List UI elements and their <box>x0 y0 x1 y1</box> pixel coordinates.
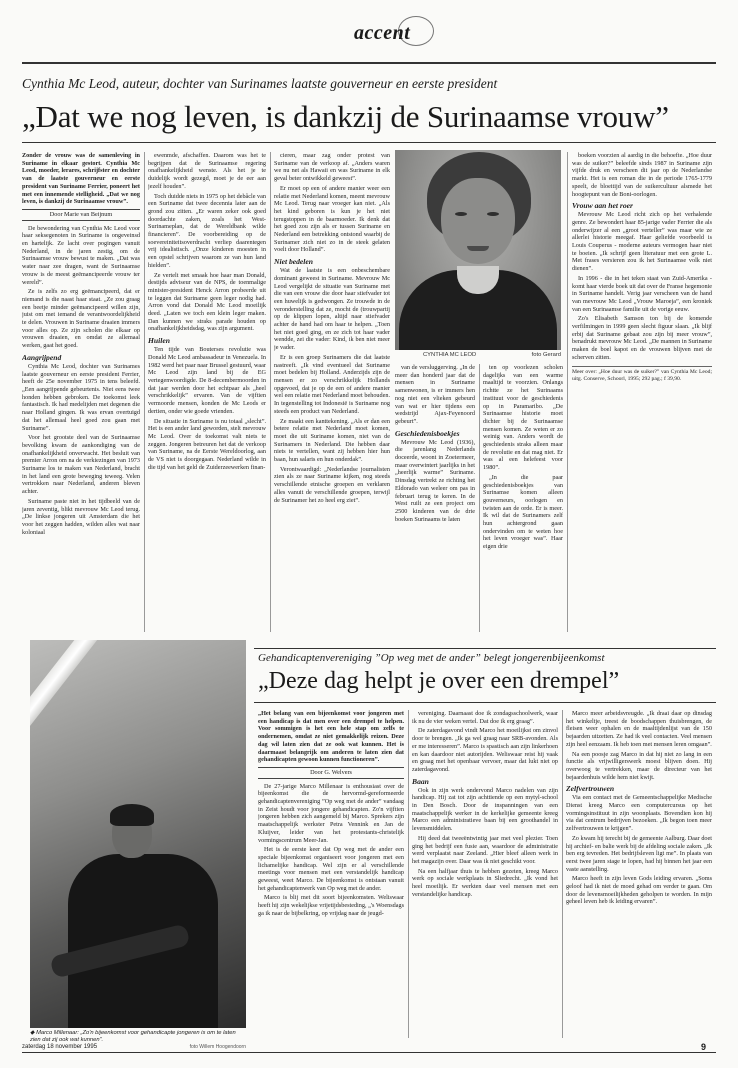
subheading-baan: Baan <box>412 776 429 786</box>
paragraph: De bewondering van Cynthia Mc Leod voor haar seksegenoten in Suriname is ongeveinsd en hartelijk. Ze lacht over pogingen vanuit Nederland, in de jaren zestig, om de Surinaamse vrouw bewust te maken. „Dat was water naar zee dragen, want de Surinaamse vrouw is de meest geëmancipeerde vrouw ter wereld”. <box>22 224 140 286</box>
article1-headline: „Dat we nog leven, is dankzij de Surinaamse vrouw” <box>22 99 669 134</box>
paragraph: boeken voorzien al aardig in die behoefte. „Hoe duur was de suiker?” beleefde sinds 1987 in Suriname zijn vijfde druk en verscheen dit jaar op de Nederlandse markt. Het is een roman die in de periode 1765-1779 speelt, de bloeitijd van de suikercultuur alsmede het hoogtepunt van de Boni-oorlogen. <box>572 152 712 198</box>
column-rule <box>562 710 563 1038</box>
article2-top-rule <box>254 648 716 649</box>
masthead <box>22 14 716 72</box>
article2-headline: „Deze dag helpt je over een drempel” <box>258 668 620 694</box>
photo2-hair <box>110 804 154 826</box>
portrait-face <box>441 178 515 264</box>
paragraph: Cynthia Mc Leod, dochter van Surinames laatste gouverneur en eerste president Ferrier, heeft de 25e november 1975 in tens beleefd. „Een aangrijpende gebeurtenis. Niet eens twee honden hebben gebroken. De toekomst leek fantastisch. Ik had medelijden met degenen die naar Holland gingen. Ik was ervan overtuigd dat het allemaal heel goed zou gaan met Suriname”. <box>22 362 140 432</box>
paragraph: De situatie in Suriname is nu totaal „slecht”. Het is een ander land geworden, stelt mevrouw Mc Leod. Over de toekomst valt niets te zeggen. Jongeren betreuren het dat de verkoop van Suriname, na de Eerste Wereldoorlog, aan de VS niet is doorgegaan. Nederland wilde in die tijd van het geld de Zuiderzeewerken finan- <box>148 417 266 471</box>
photo1-credit: foto Gerard <box>531 352 561 358</box>
column-rule <box>567 152 568 632</box>
paragraph: Er is een groep Surinamers die dat laatste nastreeft. „Ik vind eventueel dat Suriname moet bedelen bij Holland. Anderzijds zijn de mensen er zo verschrikkelijk Hollands opgevoed, dat je op de een of andere manier wel een relatie met Nederland moet behouden. In tegenstelling tot Indonesië is Suriname nog steeds een product van Nederland. <box>274 353 390 415</box>
paragraph: Na een halfjaar thuis te hebben gezeten, kreeg Marco werk op sociale werkplaats in Sliedrecht. „Ik vond het heel moeilijk. Er werkten daar veel mensen met een verstandelijke handicap. <box>412 867 558 898</box>
newspaper-page <box>22 14 716 1054</box>
paragraph: Voor het grootste deel van de Surinaamse bevolking kwam de aankondiging van de onafhankelijkheid onverwacht. Het besluit van premier Arron om na de verkiezingen van 1973 Suriname los te maken van Nederland, bracht in het land een grote beweging teweeg. Velen vertrokken naar Nederland, anderen bleven achter. <box>22 434 140 496</box>
article2-kicker: Gehandicaptenvereniging ”Op weg met de ander” belegt jongerenbijeenkomst <box>258 652 605 664</box>
photo1-caption-text: CYNTHIA MC LEOD <box>423 352 477 358</box>
paragraph: Toch duidde niets in 1975 op het debâcle van een Suriname dat twee decennia later aan de grond zou zitten. „Er waren zeker ook goed doordachte zaken, zoals het West-Surinameplan, dat de Wereldbank wilde financieren”. De voorbereiding op de soevereiniteitsoverdracht verliep daarentegen vrij idealistisch. „Onze kinderen moesten in een opstel schrijven waarom ze van hun land hielden”. <box>148 192 266 269</box>
subheading-niet-bedelen: Niet bedelen <box>274 257 314 267</box>
page-number: 9 <box>700 1042 706 1052</box>
subheading-zelfvertrouwen: Zelfvertrouwen <box>566 784 615 794</box>
page-footer <box>22 1044 716 1054</box>
paragraph: Marco is blij met dit soort bijeenkomsten. Weliswaar heeft hij zijn wekelijkse vrijetijdsbesteding, „'s Woensdags ga ik naar de bijbelkring, op vrijdag naar de jeugd- <box>258 894 404 917</box>
paragraph: Marco heeft in zijn leven Gods leiding ervaren. „Soms geloof had ik niet de moed gehad om verder te gaan. Om door de levensmoeilijkheden geholpen te worden. In mijn geheel leven heb ik leiding ervaren”. <box>566 875 712 906</box>
portrait-eye <box>455 212 467 216</box>
paragraph: ten op voorlezen scholen dagelijks van een warme maaltijd te voorzien. Onlangs richtte ze het Surinaams instituut voor de geschiedenis op in Paramaribo. „De Surinaamse historie moet dichter bij de Surinaamse mensen komen. Ze weten er zo weinig van. Anders wordt de geschiedenis straks alleen maar de revolutie en dat mag niet. Er was al een helefeest voor 1980”. <box>483 364 563 472</box>
paragraph: vereniging. Daarnaast doe ik zondagsschoolwerk, waar ik nu de vier weken vertel. Dat doe ik erg graag”. <box>412 710 558 725</box>
paragraph: Ze vertelt met smaak hoe haar man Donald, destijds adviseur van de NPS, de toenmalige minister-president Henck Arron probeerde uit te leggen dat Suriname geen leger nodig had. Arron vond dat Donald Mc Leod moeilijk deed. „Laten we toch een klein leger maken. Dan kunnen we straks parade houden op onafhankelijkheidsdag, was zijn argument. <box>148 271 266 333</box>
paragraph: Ten tijde van Bouterses revolutie was Donald Mc Leod ambassadeur in Venezuela. In 1982 werd het paar naar Brussel gestuurd, waar Mc Leod zijn land bij de EG vertegenwoordigde. De 8-decembermoorden in dat jaar werden door het echtpaar als „heel verschrikkelijk” ervaren. Van de vijftien vermoorde mensen, konden de Mc Leods er dertien, onder wie goede vrienden. <box>148 346 266 415</box>
paragraph: Zo's Elisabeth Samson ton bij de komende verfilmingen in 1999 geen slecht figuur slaan. „Ik blijf erbij dat Suriname gebaat zou zijn bij meer vrouw”, benadrukt mevrouw Mc Leod. „De mannen in Suriname maken de boel kapot en de vrouwen blijven met de scherven zitten. <box>572 315 712 361</box>
subheading-aangrijpend: Aangrijpend <box>22 352 62 362</box>
paragraph: In 1996 - die in het teken staat van Zuid-Amerika - komt haar vierde boek uit dat over de Franse hegemonie in Suriname handelt. Verig jaar verscheen van de hand van mevrouw Mc Leod „Vrouw Maroeja”, een kroniek van een Surinaamse familie uit de vorige eeuw. <box>572 274 712 313</box>
column-rule <box>408 710 409 1038</box>
photo2-caption-text: ◆ Marco Millenaar: „Zo'n bijeenkomst voor gehandicapte jongeren is om te laten zien dat zij ook wat kunnen”. <box>30 1030 236 1043</box>
accent-logo <box>340 16 440 66</box>
paragraph: Ook in zijn werk ondervond Marco nadelen van zijn handicap. Hij zat tot zijn achttiende op een mytyl-school in Den Bosch. Door de inspanningen van een maatschappelijk werker in de kerkelijke gemeente kreeg Marco een administratieve baan bij een groothandel in levensmiddelen. <box>412 786 558 833</box>
paragraph: Wat de laatste is een onbeschembare dominant geweest in Suriname. Mevrouw Mc Leod vergelijkt de situatie van Suriname met die van een vrouw die door haar stiefvader tot een huwelijk is gedwongen. Ze trouwde in de veronderstelling dat ze, mocht de (trouwpartij op de klippen lopen, altijd naar stiefvader achter de hand had om haar te helpen. „Toen het niet goed ging, en ze zich tot haar vader wendde, zei die vader: Kind, ik ben niet meer je vader. <box>274 267 390 352</box>
article1-column-2 <box>148 152 266 632</box>
paragraph: Marco meer arbeidsvreugde. „Ik draai daar op dinsdag het winkeltje, treest de boodschappen thuisbrengen, de fleisen weer ophalen en de maaltijdenlijst van de 150 bejaarden uitzetten. Ze had ik veel contacten. Veel mensen zijn heel eenzaam. Ik heb toen met mensen leren omgaan”. <box>566 710 712 748</box>
portrait-eye <box>487 212 499 216</box>
subheading-huilen: Huilen <box>148 336 170 346</box>
subheading-vrouw-aan-het-roer: Vrouw aan het roer <box>572 201 633 211</box>
article1-byline: Door Marie van Beijnum <box>22 209 140 221</box>
article2-column-3 <box>566 710 712 1038</box>
article2-column-2 <box>412 710 558 1038</box>
photo1-caption <box>395 352 561 359</box>
article1-column-4 <box>395 364 475 632</box>
paragraph: Na een poosje zag Marco in dat hij niet zo lang in een functie als vrijwilligerswerk moest blijven doen. Hij overwoog te vertrekken, maar de directeur van het bejaardenhuis wilde hem niet kwijt. <box>566 750 712 781</box>
logo-text: accent <box>354 22 411 44</box>
paragraph: ewenmde, afschaffen. Daarom was het te begrijpen dat de Surinaamse regering onafhankelijkheid wenste. Als het je te duidelijk wordt gezegd, moet je de eer aan jezelf houden”. <box>148 152 266 190</box>
article2-lead: „Het belang van een bijeenkomst voor jongeren met een handicap is dat men over een drempel te helpen. Voor sommigen is het een hele stap om zelfs te ondernemen, omdat ze niet gemakkelijk reizen. Deze dag wil laten zien dat ze ook wat kunnen. Het is daarmaast belangrijk om anderen te laten zien dat gehandicapten gewoon kunnen functioneren”. <box>258 710 404 764</box>
portrait-photo-cynthia-mc-leod <box>395 150 561 350</box>
column-rule <box>270 152 271 632</box>
paragraph: Ze maakt een kanttekening. „Als er dan een betere relatie met Nederland moet komen, moet die uit Suriname komen, niet van de Surinamers in Nederland. Die hebben daar niets te vertellen, want zij hebben hier hun baan, hun salaris en hun onderdak”. <box>274 417 390 464</box>
paragraph: Via een contact met de Gemeentschappelijke Medische Dienst kreeg Marco een computercursus op het vormingsinstituut in zijn woonplaats. Bovendien kon hij via dat centrum bedrijven bezoeken. „Ik begon toen meer zelfvertrouwen te krijgen”. <box>566 794 712 833</box>
column-rule <box>479 364 480 632</box>
article2-byline: Door G. Welvers <box>258 767 404 779</box>
article1-column-1 <box>22 152 140 632</box>
paragraph: Mevrouw Mc Leod richt zich op het verhalende genre. Ze bewondert haar 85-jarige vader Ferrier die als onderwijzer al een „groot verteller” was maar wie ze allerlei historie meegaf. Haar geliefde voorbeeld is Louis Couperus - moderne auteurs vermogen haar niet te boeien. „Ik schrijf geen literatuur met een grote L. Met frases versieren zou ik het Surinaamse volk niet dienen”. <box>572 211 712 273</box>
paragraph: van de versluggerving. „In de meer dan honderd jaar dat de mensen in Suriname samenwonen, is er immers hen nog niet een vlieken gebeurd van wat er hier tijdens een wedstrijd Ajax-Feyenoord gebeurt”. <box>395 364 475 425</box>
footer-date: zaterdag 18 november 1995 <box>22 1044 98 1050</box>
paragraph: Hij deed dat tweeëntwintig jaar met veel plezier. Toen ging het bedrijf een fusie aan, waardoor de administratie werd verplaatst naar Zeeland. „Hier bleef alleen werk in het magazijn over. Daar was ik niet geschikt voor. <box>412 834 558 865</box>
paragraph: Ze is zelfs zo erg geëmancipeerd, dat er niemand is die naast haar staat. „Ze zou graag een beetje minder geëmancipeerd willen zijn, juist om met iemand de verantwoordelijkheid te delen. Vrouwen in Suriname draaien immers voor alles op. Ze zijn scholen die elkaar op vrouwen draaien, en omdat ze allemaal werken, gaat het goed. <box>22 288 140 350</box>
paragraph: cieren, maar zag onder protest van Suriname van de verkoop af. „Anders waren we nu net als Hawaii en was Suriname in elk geval beter ontwikkeld geweest”. <box>274 152 390 183</box>
article2-column-1 <box>258 710 404 1038</box>
book-note: Meer over: „Hoe duur was de suiker?” van Cynthia Mc Leod; uitg. Conserve, Schoorl, 1995; 292 pag.; f 39,90. <box>572 366 712 384</box>
paragraph: Het is de eerste keer dat Op weg met de ander een speciale bijeenkomst organiseert voor jongeren met een lichamelijke handicap. Wel zijn er al verschillende meetings voor mensen met een verstandelijk handicap geweest, weet Marco. De bijeenkomst is ontstaan vanuit het gehandicaptenwerk van Op weg met de ander. <box>258 846 404 892</box>
paragraph: „In die paar geschiedenisboekjes van Surinamse komen alleen gouverneurs, oorlogen en twisten aan de orde. Er is meer. Ik wil dat de Surinamers zelf hun achtergrond gaan ondervinden om te weten hoe het leven vroeger was”. Haar eigen drie <box>483 473 563 551</box>
article2-headline-rule <box>254 702 716 703</box>
paragraph: De zaterdagavond vindt Marco het moeilijkst om zinvol door te brengen. „Ik ga wel graag naar SRB-avonden. Als er me interesseren”. Marco is spastisch aan zijn linkerhoen en kan daardoor niet autorijden. Weliswaar reist hij vaak en graag met het openbaar vervoer, maar dat lukt niet op zaterdagavond. <box>412 727 558 773</box>
headline-rule <box>22 142 716 143</box>
paragraph: Verontwaardigd: „Nederlandse journalisten zien als ze naar Suriname kijken, nog steeds verschillende etnische groepen en verklaren alles vanuit de verschillende groepen, terwijl de Surinamer het zo heel erg ziet”. <box>274 465 390 504</box>
paragraph: Mevrouw Mc Leod (1936), die jarenlang Nederlands doceerde, woont in Zoetermeer, maar overwintert jaarlijks in het „heerlijk warme” Suriname. Dinsdag vertrekt ze richting het Eldorado van weleer om pas in februari terug te keren. In de West ruilt ze een project om 2500 kinderen van de drie boeken Surinaams te laten <box>395 438 475 523</box>
paragraph: Zo kwam hij terecht bij de gemeente Aalburg. Daar doet hij archief- en balie werk bij de afdeling sociale zaken. „Ik ben erg tevreden. Het bedrijfsleven ligt me”. In plaats van eerst twee jaren stage te lopen, had hij binnen het jaar een vaste aanstelling. <box>566 834 712 873</box>
article1-lead: Zonder de vrouw was de samenleving in Suriname in elkaar gestort. Cynthia Mc Leod, moeder, lerares, schrijfster en dochter van de laatste gouverneur en eerste president van Suriname Ferrier, poneert het met een innemende stelligheid. „Dat we nog leven, is dankzij de Surinaamse vrouw”. <box>22 152 140 206</box>
article1-column-6 <box>572 152 712 632</box>
masthead-rule <box>22 62 716 64</box>
paragraph: De 27-jarige Marco Millenaar is enthousiast over de bijeenkomst die de hervormd-gereformeerde gehandicaptenvereniging ”Op weg met de ander” vandaag in Zeist houdt voor jongere gehandicapten. Zo'n vijftien jongeren hebben zich aangemeld bij Marco. Sprekers zijn maatschappelijk werkster Petra Vennink en Jan de Kluijver, leider van het protestants-christelijk vormingscentrum Meer-Jan. <box>258 782 404 844</box>
article1-column-5 <box>483 364 563 632</box>
paragraph: Suriname paste niet in het tijdbeeld van de jaren zeventig, blikt mevrouw Mc Leod terug. „De linkse jongeren uit Amsterdam die het voor het zeggen hadden, wilden alles wat naar koloniaal <box>22 497 140 536</box>
article1-column-3 <box>274 152 390 632</box>
photo2-credit: foto Willem Hoogendoorn <box>189 1044 246 1050</box>
paragraph: Er moet op een of andere manier weer een relatie met Nederland komen, meent mevrouw Mc Leod. Terug naar vroeger kan niet. „Als het kind geboren is kun je het niet terugstoppen in de baarmoeder. Ik denk dat het goed zou zijn als er tussen Suriname en Nederland een betrekking ontstond waarbij de Surinamer zich niet zo in de steek gelaten voelt door Holland”. <box>274 184 390 254</box>
footer-rule <box>22 1052 716 1053</box>
photo-marco-millenaar <box>30 640 246 1028</box>
subheading-geschiedenisboekjes: Geschiedenisboekjes <box>395 428 460 438</box>
article1-kicker: Cynthia Mc Leod, auteur, dochter van Surinames laatste gouverneur en eerste president <box>22 76 498 91</box>
portrait-mouth <box>467 246 489 251</box>
column-rule <box>144 152 145 632</box>
